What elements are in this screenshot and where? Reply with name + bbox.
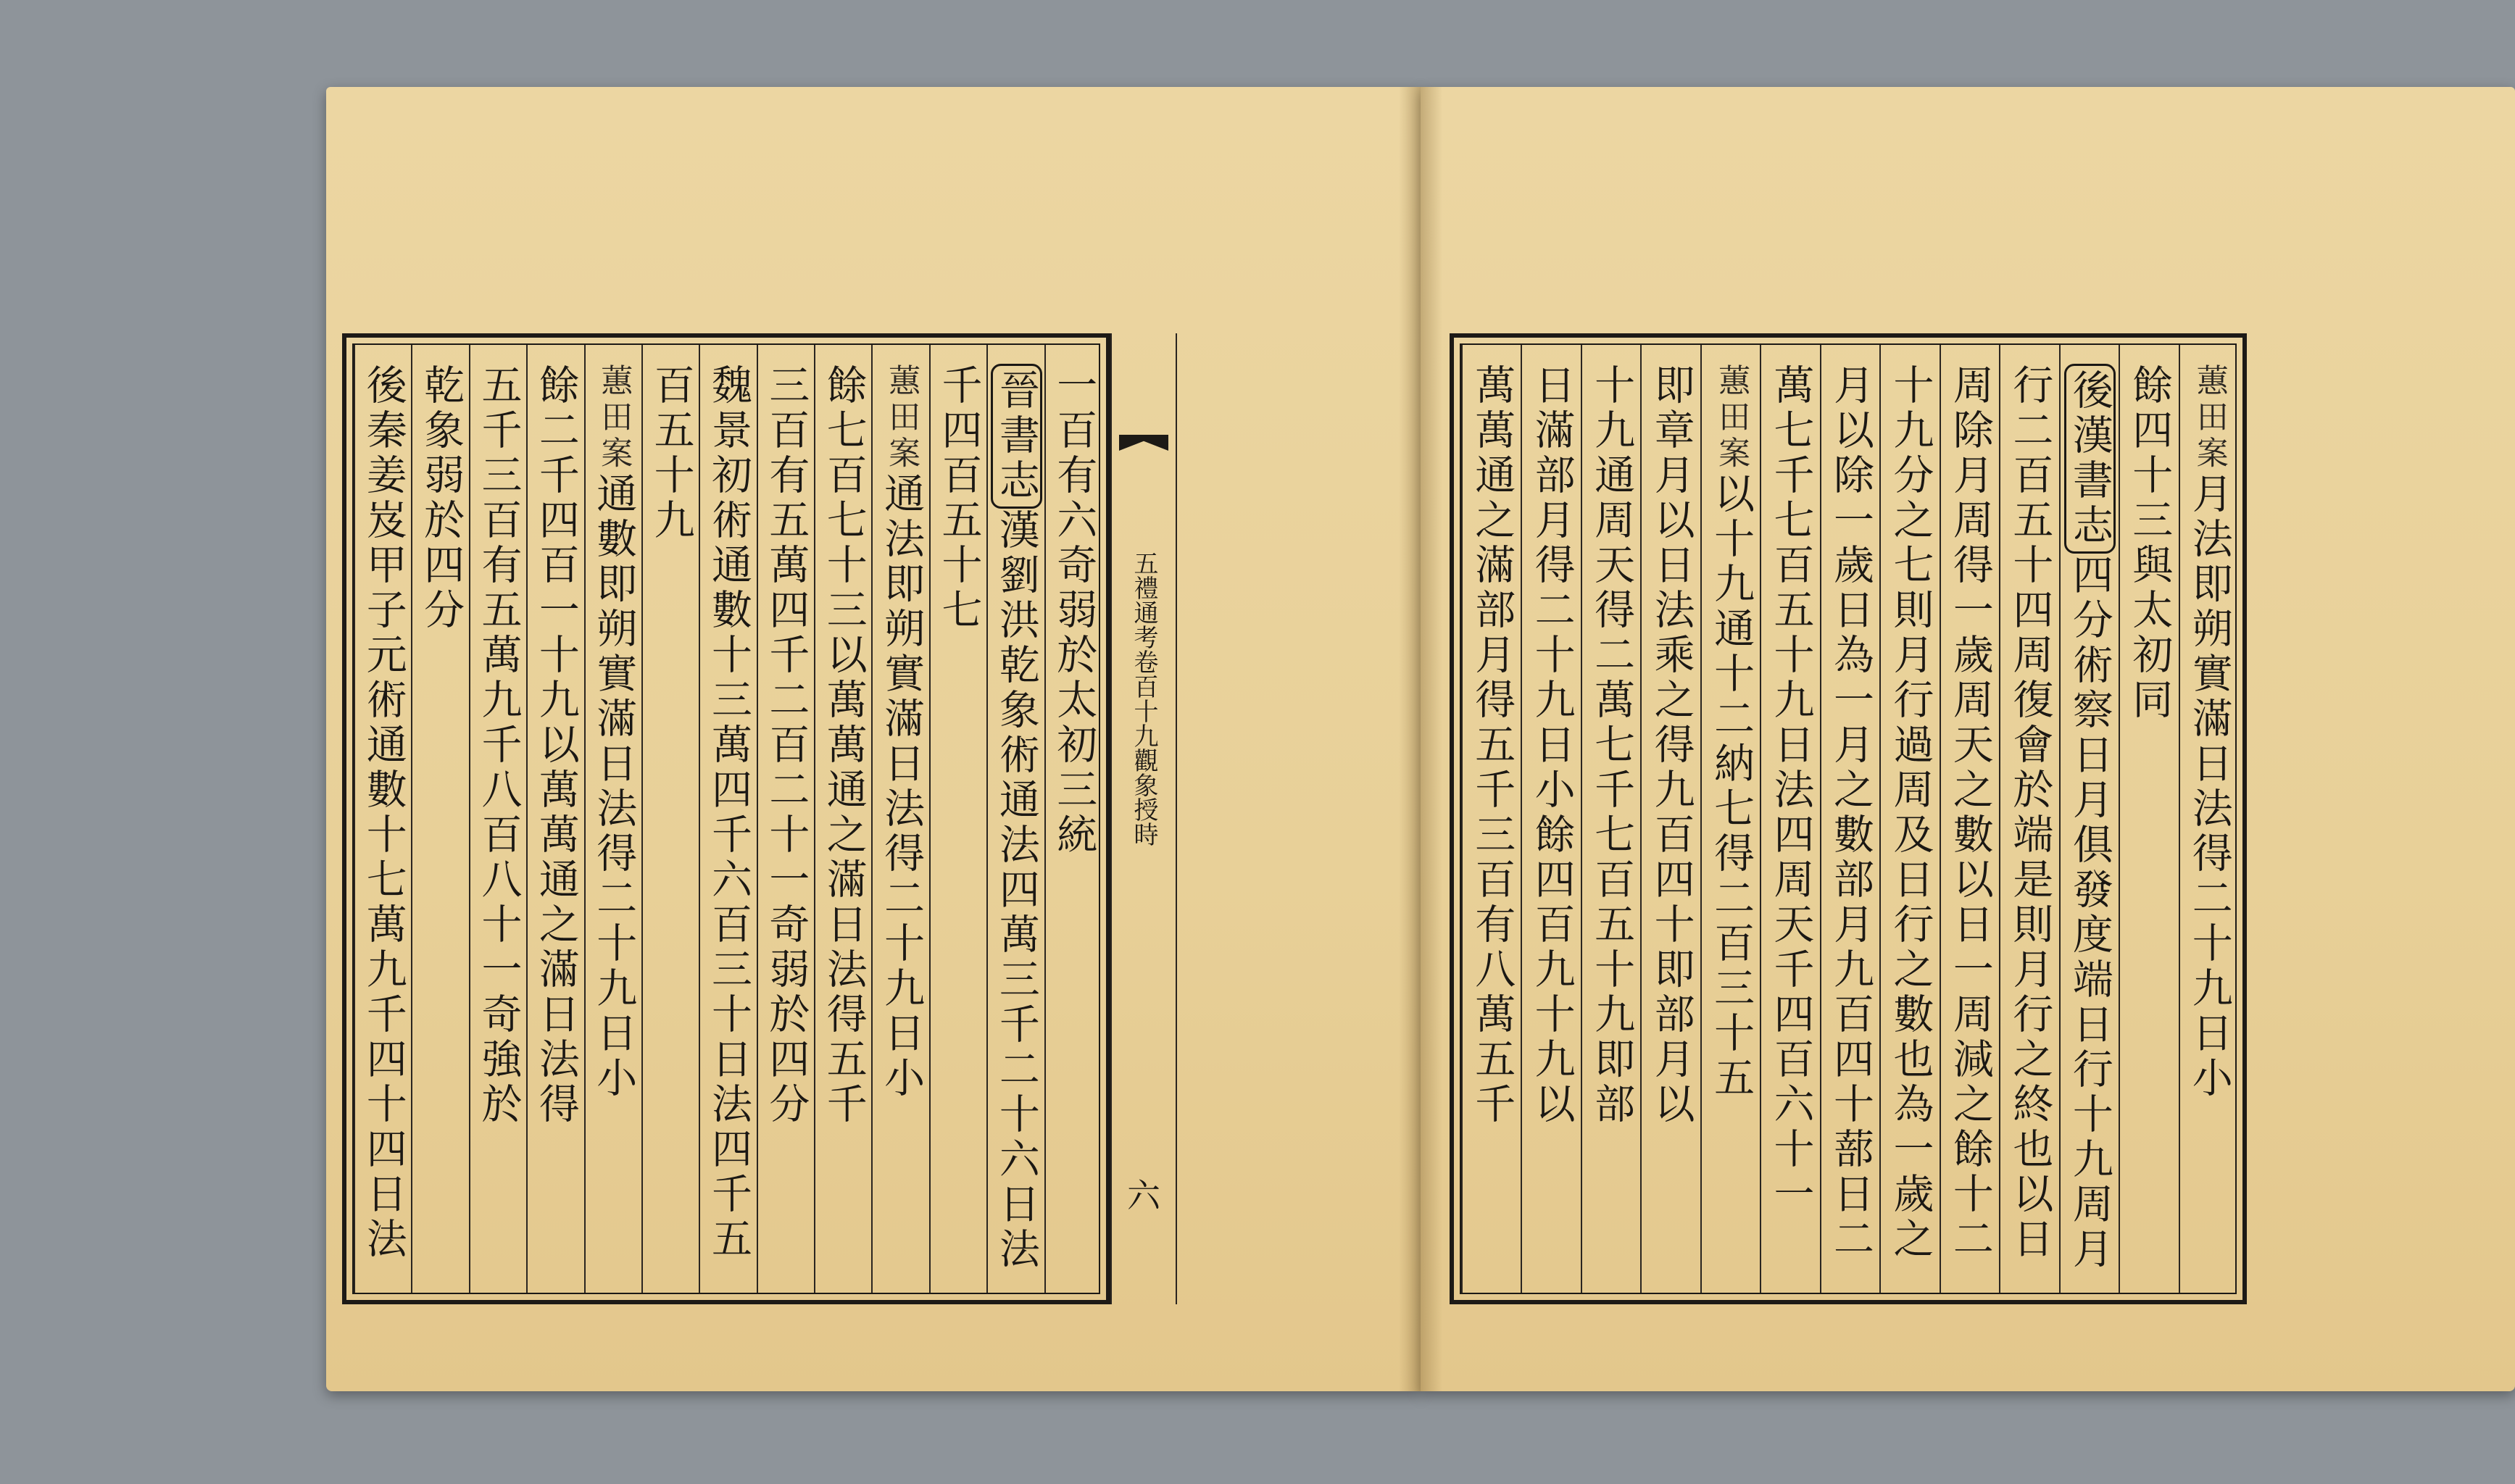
note-label: 蕙田案	[1713, 364, 1750, 472]
column-main-text: 即章月以日法乘之得九百四十即部月以	[1647, 364, 1695, 1127]
left-text-frame	[342, 333, 1110, 1304]
left-column-text	[528, 364, 583, 1127]
right-column	[1521, 345, 1580, 1293]
spine-title: 五禮通考卷百十九觀象授時	[1129, 551, 1158, 846]
left-page	[326, 87, 1421, 1391]
column-main-text: 萬萬通之滿部月得五千三百有八萬五千	[1468, 364, 1516, 1127]
left-column-text	[356, 364, 411, 1262]
column-main-text: 餘四十三與太初同	[2126, 364, 2174, 723]
right-column	[1461, 345, 1521, 1293]
left-column	[699, 345, 756, 1293]
left-column	[584, 345, 641, 1293]
page-number: 六	[1127, 1176, 1160, 1215]
right-column	[1760, 345, 1819, 1293]
right-column-text	[2062, 364, 2117, 1272]
right-column	[2179, 345, 2238, 1293]
note-label: 蕙田案	[2190, 364, 2228, 472]
column-main-text: 行二百五十四周復會於端是則月行之終也以日	[2006, 364, 2054, 1262]
left-column-text	[873, 364, 928, 1101]
column-main-text: 三百有五萬四千二百二十一奇弱於四分	[762, 364, 810, 1127]
column-main-text: 通數即朔實滿日法得二十九日小	[590, 472, 638, 1101]
right-column	[2119, 345, 2178, 1293]
left-column	[411, 345, 468, 1293]
column-main-text: 乾象弱於四分	[417, 364, 465, 633]
left-column	[526, 345, 583, 1293]
left-column-text	[470, 364, 525, 1127]
left-column	[986, 345, 1044, 1293]
left-column-text	[816, 364, 871, 1127]
column-main-text: 月以除一歲日為一月之數部月九百四十蔀日二	[1826, 364, 1874, 1262]
column-main-text: 日滿部月得二十九日小餘四百九十九以	[1528, 364, 1576, 1127]
right-column-text	[1644, 364, 1699, 1127]
column-main-text: 四分術察日月俱發度端日行十九周月	[2066, 554, 2113, 1272]
left-column-text	[413, 364, 468, 633]
left-column	[757, 345, 814, 1293]
left-column-text	[989, 364, 1044, 1272]
open-book	[312, 87, 2233, 1406]
source-bracket: 後漢書志	[2064, 364, 2116, 554]
right-column	[1581, 345, 1640, 1293]
column-main-text: 十九分之七則月行過周及日行之數也為一歲之	[1887, 364, 1934, 1262]
right-columns	[1460, 343, 2237, 1294]
right-column-text	[1882, 364, 1937, 1262]
note-label: 蕙田案	[883, 364, 920, 472]
left-column	[641, 345, 699, 1293]
left-column	[469, 345, 526, 1293]
right-column-text	[1763, 364, 1818, 1217]
left-column-text	[758, 364, 813, 1127]
column-main-text: 後秦姜岌甲子元術通數十七萬九千四十四日法	[359, 364, 407, 1262]
right-column-text	[1942, 364, 1998, 1262]
left-column-text	[701, 364, 756, 1262]
column-main-text: 餘七百七十三以萬萬通之滿日法得五千	[820, 364, 868, 1127]
source-bracket: 晉書志	[991, 364, 1042, 509]
left-column	[354, 345, 411, 1293]
column-main-text: 百五十九	[647, 364, 695, 543]
right-column	[1820, 345, 1879, 1293]
right-column	[1700, 345, 1760, 1293]
right-column-text	[1823, 364, 1878, 1262]
left-column-text	[644, 364, 699, 543]
right-page	[1421, 87, 2515, 1391]
right-column-text	[1464, 364, 1519, 1127]
left-columns	[352, 343, 1100, 1294]
right-column-text	[1524, 364, 1579, 1127]
column-main-text: 通法即朔實滿日法得二十九日小	[878, 472, 926, 1101]
left-column-text	[931, 364, 986, 633]
column-main-text: 魏景初術通數十三萬四千六百三十日法四千五	[704, 364, 752, 1262]
book-gutter	[1399, 87, 1442, 1391]
column-main-text: 餘二千四百一十九以萬萬通之滿日法得	[532, 364, 580, 1127]
left-column-text	[1046, 364, 1101, 858]
right-column	[1879, 345, 1939, 1293]
column-main-text: 千四百五十七	[935, 364, 983, 633]
right-column-text	[2002, 364, 2057, 1262]
right-column	[1640, 345, 1700, 1293]
column-main-text: 漢劉洪乾象術通法四萬三千二十六日法	[992, 509, 1040, 1272]
column-main-text: 一百有六奇弱於太初三統	[1050, 364, 1098, 858]
column-main-text: 十九通周天得二萬七千七百五十九即部	[1588, 364, 1636, 1127]
right-column-text	[1584, 364, 1639, 1127]
right-column	[2059, 345, 2119, 1293]
right-column-text	[1703, 364, 1758, 1101]
column-main-text: 月法即朔實滿日法得二十九日小	[2185, 472, 2233, 1101]
column-main-text: 萬七千七百五十九日法四周天千四百六十一	[1767, 364, 1815, 1217]
right-column-text	[2182, 364, 2237, 1101]
note-label: 蕙田案	[595, 364, 633, 472]
column-main-text: 五千三百有五萬九千八百八十一奇強於	[475, 364, 523, 1127]
left-column	[814, 345, 871, 1293]
column-main-text: 周除月周得一歲周天之數以日一周減之餘十二	[1946, 364, 1994, 1262]
right-column	[1940, 345, 1999, 1293]
left-column	[1044, 345, 1102, 1293]
right-column	[1999, 345, 2058, 1293]
spine-block	[1110, 333, 1177, 1304]
right-text-frame	[1450, 333, 2247, 1304]
left-column	[929, 345, 986, 1293]
right-column-text	[2121, 364, 2177, 723]
upper-fish-tail	[1119, 435, 1168, 451]
column-main-text: 以十九通十二納七得二百三十五	[1708, 472, 1755, 1101]
left-column-text	[586, 364, 641, 1101]
left-column	[871, 345, 928, 1293]
